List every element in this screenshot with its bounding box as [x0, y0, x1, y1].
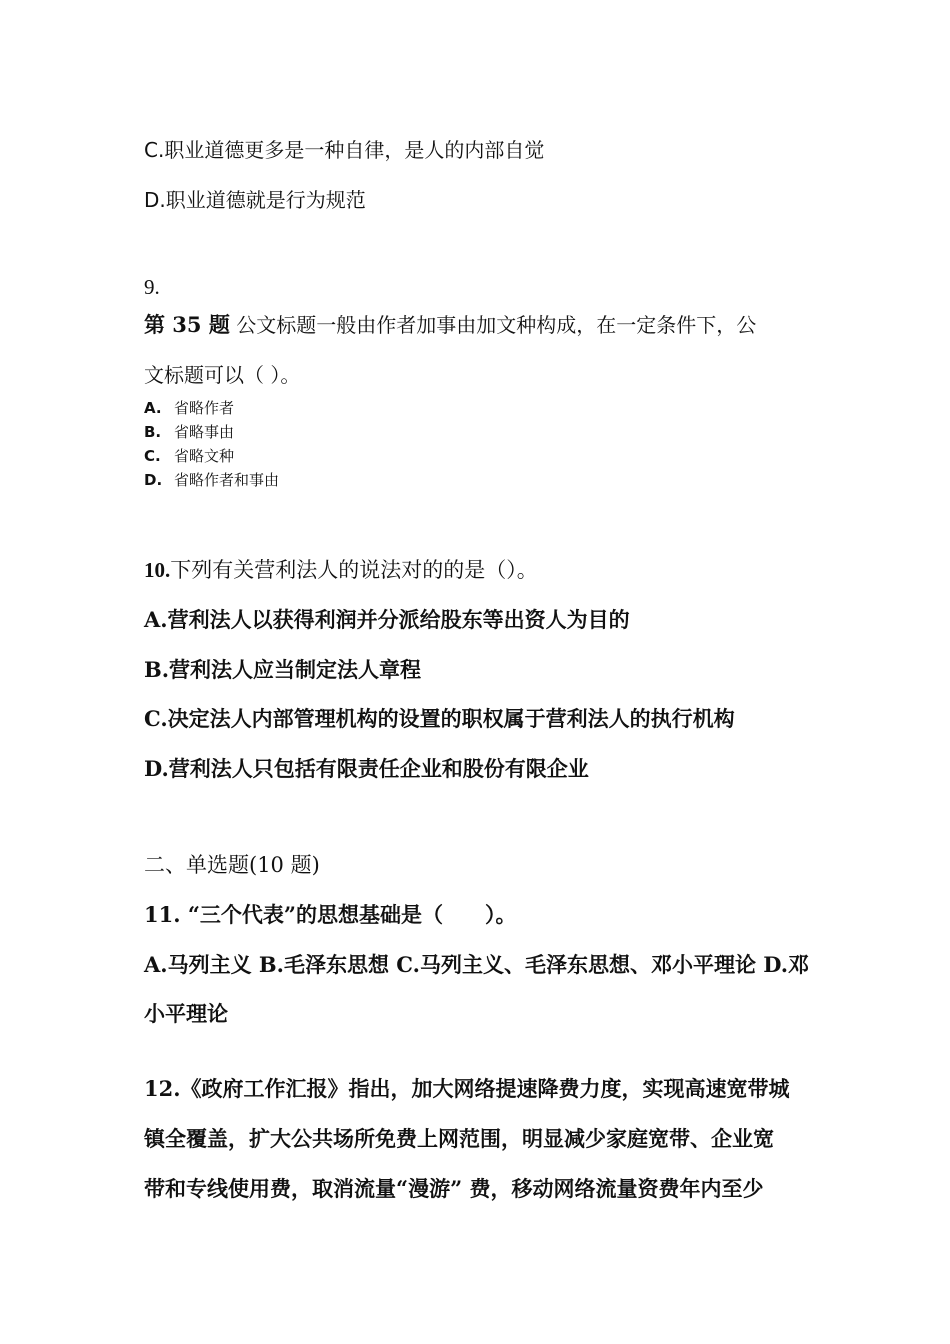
q8-option-d: D.职业道德就是行为规范 — [144, 188, 366, 212]
q11-options-line1: A.马列主义 B.毛泽东思想 C.马列主义、毛泽东思想、邓小平理论 D.邓 — [144, 952, 810, 977]
section-heading: 二、单选题(10 题) — [144, 853, 320, 877]
q9-option-b-letter: B. — [144, 423, 162, 441]
q8-option-c: C.职业道德更多是一种自律，是人的内部自觉 — [144, 138, 545, 162]
q9-stem-line1 — [144, 310, 756, 340]
q9-stem-line2: 文标题可以（ ）。 — [144, 363, 301, 387]
q9-option-b — [144, 421, 234, 443]
q9-stem-text: 公文标题一般由作者加事由加文种构成，在一定条件下，公 — [229, 313, 757, 337]
q9-option-b-text: 省略事由 — [174, 423, 235, 441]
q12-line2: 镇全覆盖，扩大公共场所免费上网范围，明显减少家庭宽带、企业宽 — [144, 1126, 774, 1151]
q12-line1: 12.《政府工作汇报》指出，加大网络提速降费力度，实现高速宽带城 — [144, 1076, 790, 1101]
q9-option-c-letter: C. — [144, 447, 161, 465]
q11-stem: 11. “三个代表”的思想基础是（ ）。 — [144, 902, 517, 927]
q9-option-a-text: 省略作者 — [174, 399, 235, 417]
q10-option-c: C.决定法人内部管理机构的设置的职权属于营利法人的执行机构 — [144, 706, 735, 731]
q9-number: 9. — [144, 275, 160, 299]
q9-option-d — [144, 469, 279, 491]
q11-options-line2: 小平理论 — [144, 1001, 228, 1026]
q9-option-a — [144, 397, 234, 419]
q10-stem: 下列有关营利法人的说法对的的是（）。 — [170, 558, 538, 582]
q10-stem-line — [144, 555, 538, 585]
q9-option-c — [144, 445, 234, 467]
q10-option-d: D.营利法人只包括有限责任企业和股份有限企业 — [144, 756, 589, 781]
q12-line3: 带和专线使用费，取消流量“漫游” 费，移动网络流量资费年内至少 — [144, 1176, 764, 1201]
q10-option-a: A.营利法人以获得利润并分派给股东等出资人为目的 — [144, 607, 630, 632]
q9-label: 第 35 题 — [144, 312, 230, 337]
q9-option-d-text: 省略作者和事由 — [174, 471, 280, 489]
q9-option-c-text: 省略文种 — [174, 447, 235, 465]
q9-option-a-letter: A. — [144, 399, 162, 417]
q10-number: 10. — [144, 558, 171, 582]
q9-option-d-letter: D. — [144, 471, 163, 489]
q10-option-b: B.营利法人应当制定法人章程 — [144, 657, 422, 682]
